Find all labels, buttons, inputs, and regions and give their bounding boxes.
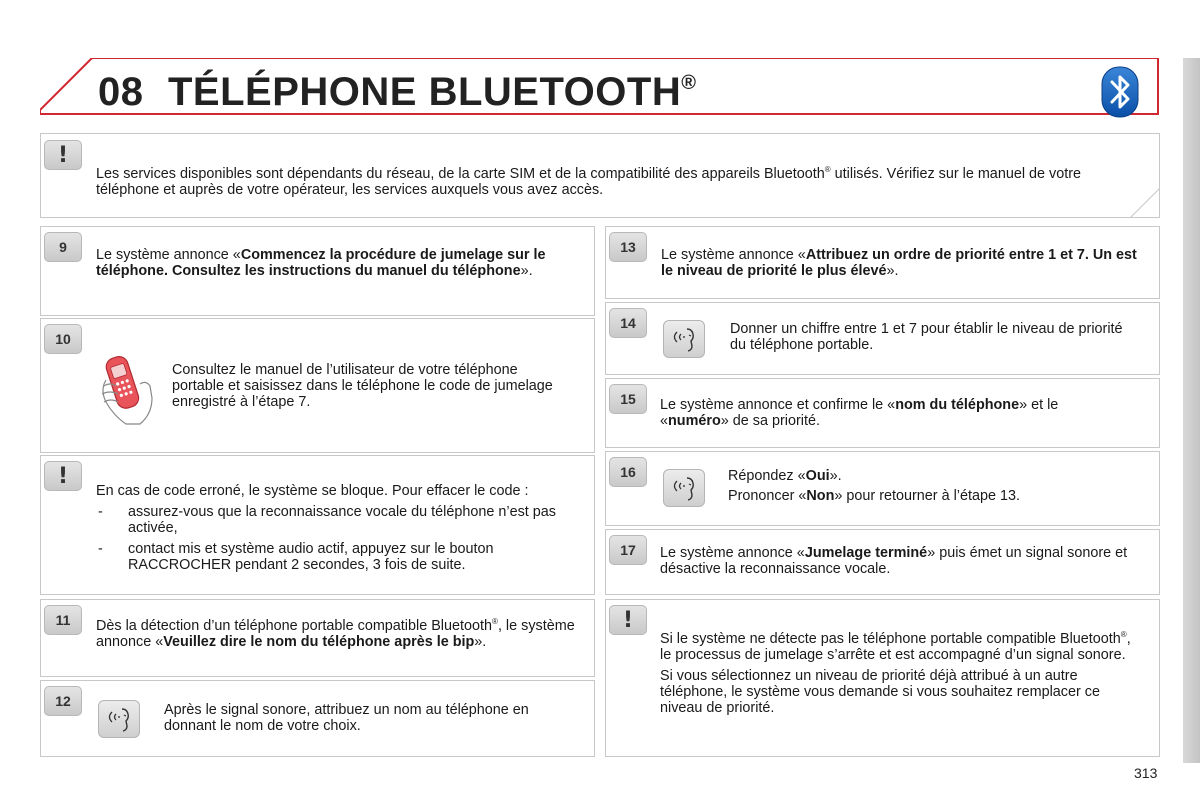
step-16-line-1: Répondez «Oui».: [728, 468, 842, 484]
hand-holding-phone-icon: [96, 350, 160, 430]
bluetooth-icon: [1101, 66, 1139, 118]
pairing-code-warning-text: [96, 483, 586, 573]
page-title: TÉLÉPHONE BLUETOOTH®: [168, 70, 697, 114]
step-badge-10: 10: [44, 324, 82, 354]
warning-badge: !: [44, 140, 82, 170]
step-badge-13: 13: [609, 232, 647, 262]
step-11-text: Dès la détection d’un téléphone portable compatible Bluetooth®, le système annonce «Veuillez dire le nom du téléphone après le bip».: [96, 617, 575, 650]
warning-list: [96, 504, 586, 573]
list-item: - contact mis et système audio actif, appuyez sur le bouton RACCROCHER pendant 2 secondes, 3 fois de suite.: [96, 541, 586, 573]
list-item: - assurez-vous que la reconnaissance vocale du téléphone n’est pas activée,: [96, 504, 586, 536]
voice-command-icon: [98, 700, 140, 738]
step-16-text: [728, 468, 1138, 504]
chapter-side-tab: [1183, 58, 1200, 763]
step-badge-16: 16: [609, 457, 647, 487]
warning-badge: !: [609, 605, 647, 635]
step-badge-14: 14: [609, 308, 647, 338]
step-badge-9: 9: [44, 232, 82, 262]
step-13-text: Le système annonce «Attribuez un ordre de priorité entre 1 et 7. Un est le niveau de priorité le plus élevé».: [661, 247, 1137, 279]
registered-mark: ®: [681, 72, 697, 94]
step-badge-17: 17: [609, 535, 647, 565]
page-number: 313: [1134, 765, 1158, 781]
step-12-text: Après le signal sonore, attribuez un nom au téléphone en donnant le nom de votre choix.: [164, 702, 529, 734]
detection-warning-text: [660, 627, 1140, 716]
warning-badge: !: [44, 461, 82, 491]
step-10-text: Consultez le manuel de l’utilisateur de votre téléphone portable et saisissez dans le téléphone le code de jumelage enregistré à l’étape 7.: [172, 362, 553, 410]
info-note-text: Les services disponibles sont dépendants du réseau, de la carte SIM et de la compatibilité des appareils Bluetooth® utilisés. Vérifiez sur le manuel de votre téléphone et auprès de votre opérateur, les services auxquels vous avez accès.: [96, 165, 1082, 198]
chapter-number: 08: [98, 70, 144, 114]
warning-paragraph-2: Si vous sélectionnez un niveau de priorité déjà attribué à un autre téléphone, le système vous demande si vous souhaitez remplacer ce niveau de priorité.: [660, 667, 1100, 716]
step-badge-11: 11: [44, 605, 82, 635]
voice-command-icon: [663, 469, 705, 507]
step-9-text: Le système annonce «Commencez la procédure de jumelage sur le téléphone. Consultez les instructions du manuel du téléphone».: [96, 247, 546, 279]
step-15-text: Le système annonce et confirme le «nom du téléphone» et le «numéro» de sa priorité.: [660, 397, 1059, 429]
warning-intro: En cas de code erroné, le système se bloque. Pour effacer le code :: [96, 483, 529, 499]
step-16-line-2: Prononcer «Non» pour retourner à l’étape 13.: [728, 488, 1020, 504]
voice-command-icon: [663, 320, 705, 358]
warning-paragraph-1: Si le système ne détecte pas le téléphone portable compatible Bluetooth®, le processus de jumelage s’arrête et est accompagné d’un signal sonore.: [660, 630, 1131, 663]
step-14-text: Donner un chiffre entre 1 et 7 pour établir le niveau de priorité du téléphone portable.: [730, 321, 1123, 353]
step-17-text: Le système annonce «Jumelage terminé» puis émet un signal sonore et désactive la reconnaissance vocale.: [660, 545, 1128, 577]
step-badge-12: 12: [44, 686, 82, 716]
step-badge-15: 15: [609, 384, 647, 414]
